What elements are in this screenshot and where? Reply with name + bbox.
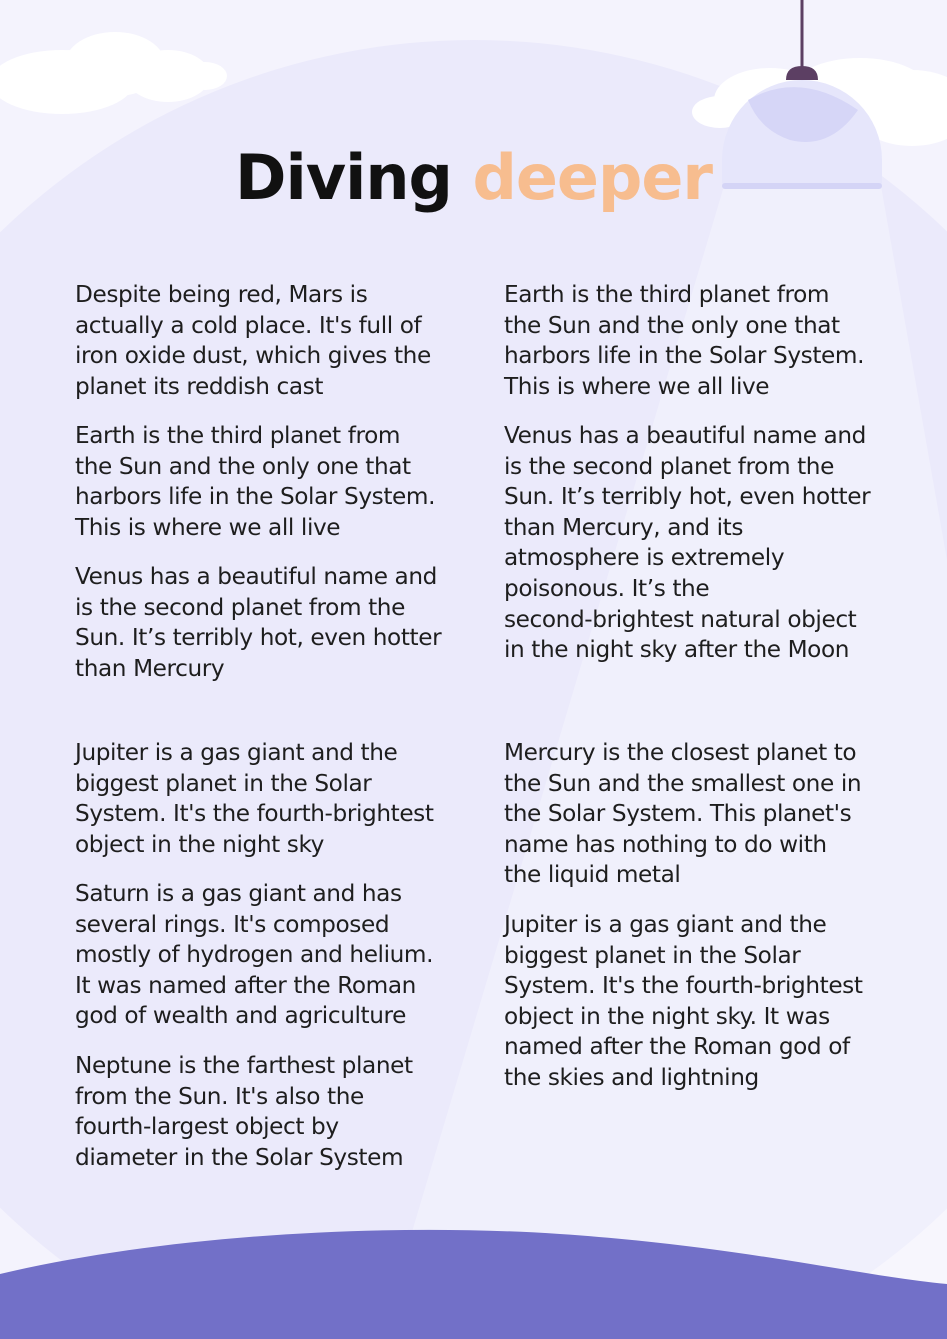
paragraph-venus: Venus has a beautiful name and is the second planet from the Sun. It’s terribly hot, even hotter than Mercury [75, 563, 442, 682]
paragraph-jupiter: Jupiter is a gas giant and the biggest planet in the Solar System. It's the fourth-brightest object in the night sky [75, 739, 434, 858]
page-title [0, 140, 947, 216]
paragraph-neptune: Neptune is the farthest planet from the Sun. It's also the fourth-largest object by diameter in the Solar System [75, 1052, 413, 1171]
paragraph-earth: Earth is the third planet from the Sun and the only one that harbors life in the Solar System. This is where we all live [75, 422, 436, 541]
paragraph-jupiter-extended: Jupiter is a gas giant and the biggest planet in the Solar System. It's the fourth-brightest object in the night sky. It was named after the Roman god of the skies and lightning [504, 911, 863, 1091]
paragraph-earth: Earth is the third planet from the Sun and the only one that harbors life in the Solar System. This is where we all live [504, 281, 865, 400]
paragraph-mars: Despite being red, Mars is actually a cold place. It's full of iron oxide dust, which gives the planet its reddish cast [75, 281, 431, 400]
paragraph-mercury: Mercury is the closest planet to the Sun and the smallest one in the Solar System. This planet's name has nothing to do with the liquid metal [504, 739, 862, 889]
paragraph-saturn: Saturn is a gas giant and has several rings. It's composed mostly of hydrogen and helium. It was named after the Roman god of wealth and agriculture [75, 880, 434, 1030]
title-word-diving: Diving [235, 141, 452, 214]
title-word-deeper: deeper [472, 141, 712, 214]
paragraph-venus-extended: Venus has a beautiful name and is the second planet from the Sun. It’s terribly hot, even hotter than Mercury, and its atmosphere is extremely poisonous. It’s the second-brightest natural object in the night sky after the Moon [504, 422, 871, 664]
